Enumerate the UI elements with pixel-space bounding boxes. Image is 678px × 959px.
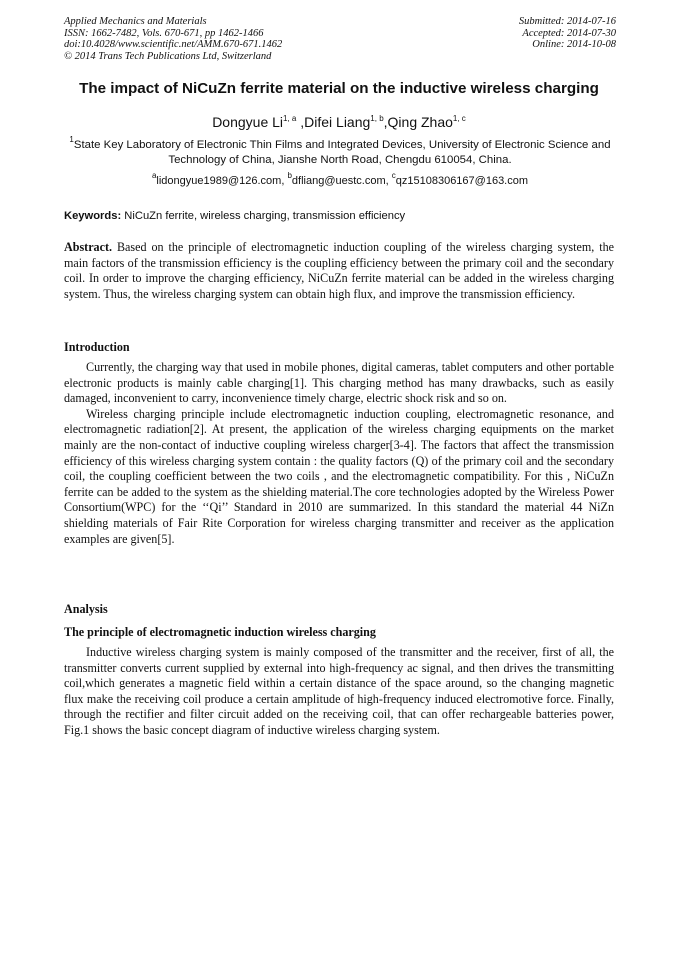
- accepted-date: Accepted: 2014-07-30: [522, 27, 616, 39]
- body-paragraph: Wireless charging principle include electromagnetic induction coupling, electromagnetic resonance, and electromagnetic radiation[2]. At present, the application of the wireless charging equipments on the market mainly are the non-contact of inductive coupling wireless charger[3-4]. The factors that affect the transmission efficiency of this wireless charging system contain : the quality factors (Q) of the primary coil and the secondary coil, the coupling coefficient between the two coils , and the electromagnetic compatibility. For this , NiCuZn ferrite can be added to the system as the shielding material.The core technologies adopted by the Wireless Power Consortium(WPC) for the ‘‘Qi’’ Standard in 2010 are summarized. In this standard the material 44 NiZn shielding materials of Fair Rite Corporation for wireless charging transmitter and receiver as the application examples are given[5].: [64, 406, 614, 546]
- copyright-line: © 2014 Trans Tech Publications Ltd, Switzerland: [64, 50, 272, 62]
- body-paragraph: Currently, the charging way that used in mobile phones, digital cameras, tablet computers and other portable electronic products is mainly cable charging[1]. This charging method has many drawbacks, such as easily damaged, inconvenient to carry, inconvenience timely charge, electric shock risk and so on.: [64, 360, 614, 406]
- author-name: Qing Zhao: [387, 114, 453, 130]
- email-mark: c: [391, 171, 396, 180]
- email-mark: b: [287, 171, 292, 180]
- abstract-text: Based on the principle of electromagnetic induction coupling of the wireless charging system, the main factors of the transmission efficiency is the coupling efficiency between the primary coil and the secondary coil. In order to improve the charging efficiency, NiCuZn ferrite material can be added in the wireless charging system. Thus, the wireless charging system can obtain high flux, and improve the transmission efficiency.: [64, 240, 614, 301]
- email-address: dfliang@uestc.com: [291, 175, 386, 187]
- keywords-text: NiCuZn ferrite, wireless charging, transmission efficiency: [121, 210, 406, 222]
- abstract-label: Abstract.: [64, 240, 113, 254]
- submitted-date: Submitted: 2014-07-16: [518, 16, 616, 27]
- email-address: lidongyue1989@126.com: [156, 175, 282, 187]
- journal-header-right: [519, 16, 616, 51]
- abstract: [64, 240, 614, 302]
- author-list: [40, 113, 638, 131]
- email-separator: ,: [281, 175, 288, 187]
- journal-header-left: [64, 16, 282, 62]
- keywords: [64, 209, 616, 223]
- online-date: Online: 2014-10-08: [532, 39, 616, 50]
- author-affiliation-mark: 1, a: [283, 114, 297, 123]
- author-emails: [64, 171, 616, 188]
- issn-line: ISSN: 1662-7482, Vols. 670-671, pp 1462-1466: [64, 27, 264, 39]
- author-name: Difei Liang: [304, 114, 371, 130]
- affiliation-mark: 1: [69, 135, 74, 144]
- section-heading-introduction: Introduction: [64, 340, 130, 354]
- author-separator: ,: [296, 114, 305, 130]
- affiliation-text: State Key Laboratory of Electronic Thin Films and Integrated Devices, University of Electronic Science and Technology of China, Jianshe North Road, Chengdu 610054, China.: [73, 139, 611, 166]
- principle-body: [64, 645, 614, 739]
- affiliation: [64, 135, 616, 167]
- body-paragraph: Inductive wireless charging system is mainly composed of the transmitter and the receiver, first of all, the transmitter converts current supplied by external into high-frequency ac signal, and then drives the transmitting coil,which generates a magnetic field within a certain distance of the space around, so the changing magnetic flux make the receiving coil produce a certain amplitude of high-frequency induced electromotive force. Finally, through the rectifier and filter circuit added on the receiving coil, that can offer rechargeable batteries power, Fig.1 shows the basic concept diagram of inductive wireless charging system.: [64, 645, 614, 737]
- keywords-label: Keywords:: [64, 210, 122, 222]
- email-separator: ,: [385, 175, 392, 187]
- author-affiliation-mark: 1, b: [370, 114, 384, 123]
- subsection-heading-principle: The principle of electromagnetic induction wireless charging: [64, 625, 376, 639]
- author-name: Dongyue Li: [212, 114, 284, 130]
- author-separator: ,: [383, 114, 388, 130]
- author-affiliation-mark: 1, c: [452, 114, 466, 123]
- section-heading-analysis: Analysis: [64, 602, 108, 616]
- introduction-body: [64, 360, 614, 547]
- doi-line: doi:10.4028/www.scientific.net/AMM.670-671.1462: [64, 39, 283, 50]
- journal-name: Applied Mechanics and Materials: [64, 16, 207, 27]
- abstract-paragraph: [64, 240, 614, 302]
- paper-title: The impact of NiCuZn ferrite material on the inductive wireless charging: [79, 80, 599, 97]
- email-address: qz15108306167@163.com: [395, 175, 529, 187]
- email-mark: a: [151, 171, 157, 180]
